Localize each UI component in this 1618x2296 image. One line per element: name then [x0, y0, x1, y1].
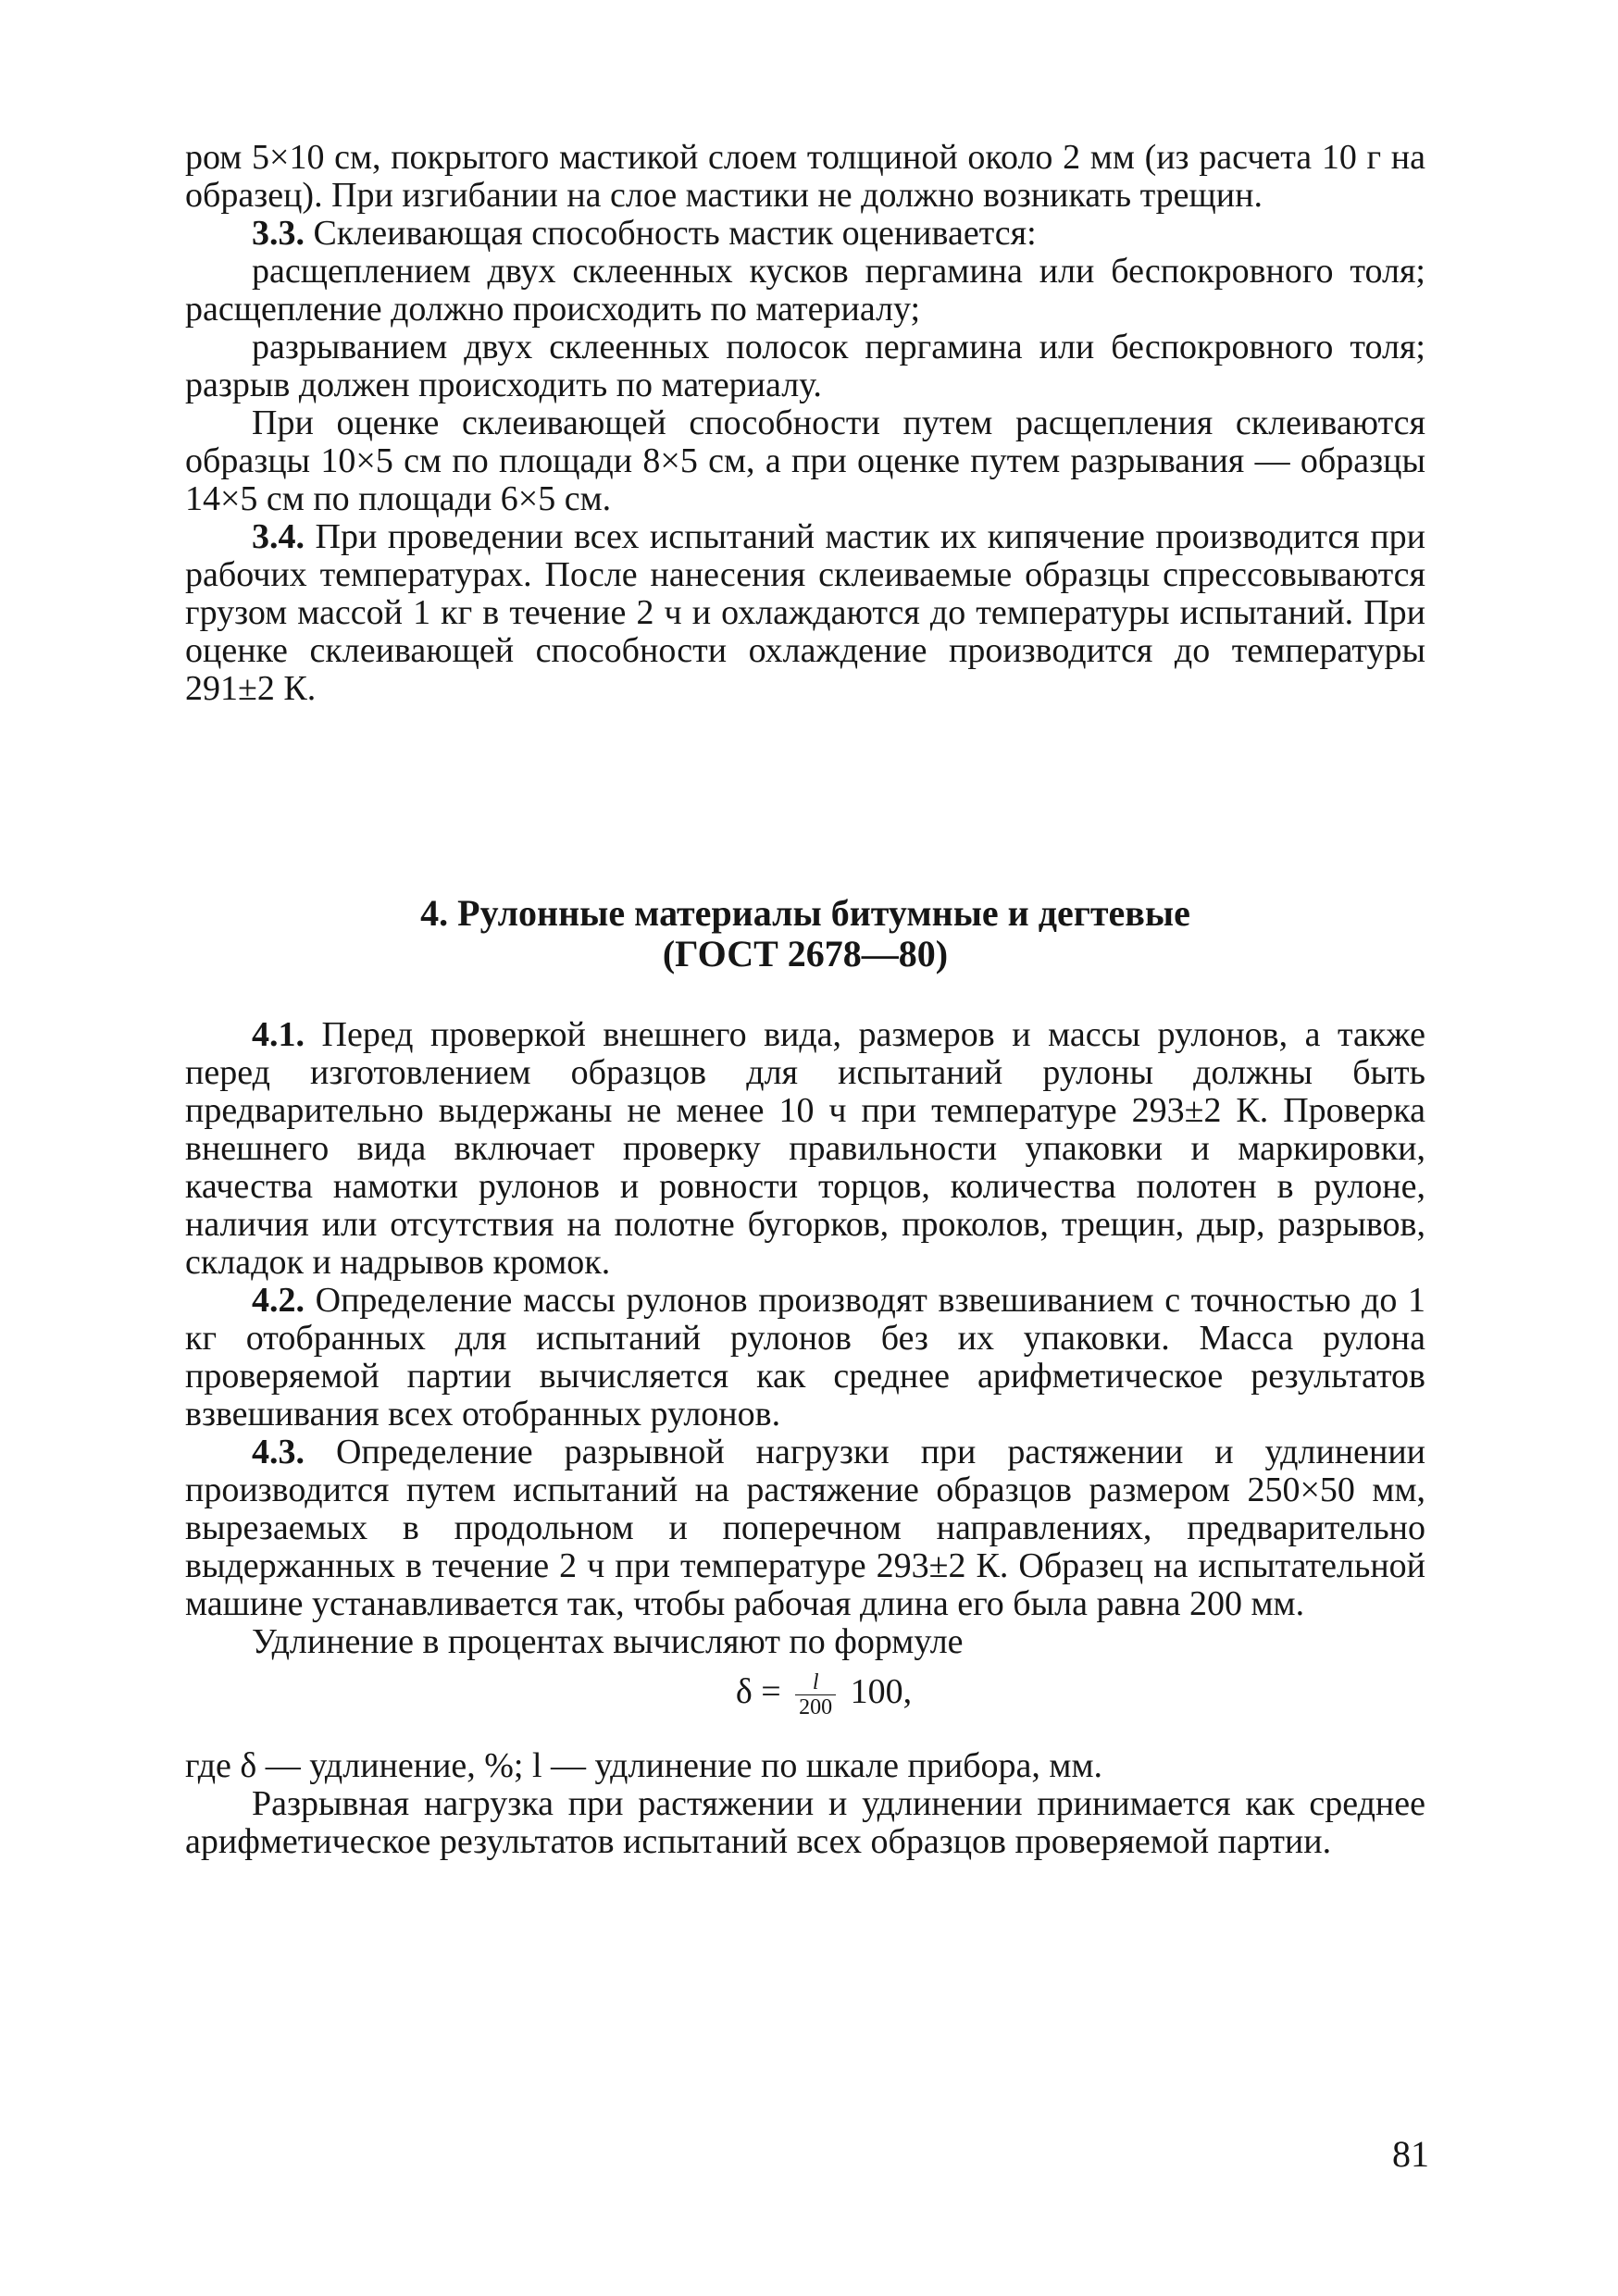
paragraph-breaking-load: Разрывная нагрузка при растяжении и удлинении принимается как среднее арифметическое результатов испытаний всех образцов проверяемой партии.: [185, 1784, 1425, 1861]
clause-text-4-2: Определение массы рулонов производят взвешиванием с точностью до 1 кг отобранных для испытаний рулонов без их упаковки. Масса рулона проверяемой партии вычисляется как среднее арифметическое результатов взвешивания всех отобранных рулонов.: [185, 1281, 1425, 1433]
paragraph-formula-legend: где δ — удлинение, %; l — удлинение по шкале прибора, мм.: [185, 1746, 1103, 1785]
section-heading-line-1: 4. Рулонные материалы битумные и дегтевые: [420, 892, 1190, 934]
clause-number-4-3: 4.3.: [252, 1433, 305, 1471]
paragraph-formula-intro: Удлинение в процентах вычисляют по формуле: [252, 1622, 964, 1661]
paragraph-3-4: [185, 518, 1425, 708]
clause-text-4-1: Перед проверкой внешнего вида, размеров и массы рулонов, а также перед изготовлением образцов для испытаний рулоны должны быть предварительно выдержаны не менее 10 ч при температуре 293±2 К. Проверка внешнего вида включает проверку правильности упаковки и маркировки, качества намотки рулонов и ровности торцов, количества полотен в рулоне, наличия или отсутствия на полотне бугорков, проколов, трещин, дыр, разрывов, складок и надрывов кромок.: [185, 1015, 1425, 1282]
paragraph-tearing: разрыванием двух склеенных полосок пергамина или беспокровного толя; разрыв должен происходить по материалу.: [185, 328, 1425, 404]
clause-text-3-4: При проведении всех испытаний мастик их кипячение производится при рабочих температурах. После нанесения склеиваемые образцы спрессовываются грузом массой 1 кг в течение 2 ч и охлаждаются до температуры испытаний. При оценке склеивающей способности охлаждение производится до температуры 291±2 К.: [185, 517, 1425, 708]
section-heading-line-2: (ГОСТ 2678—80): [662, 933, 949, 974]
formula-denominator: 200: [799, 1695, 833, 1719]
top-text-block: [185, 139, 1425, 708]
page-number: 81: [1392, 2133, 1429, 2175]
paragraph-4-1: [185, 1016, 1425, 1282]
elongation-formula: [185, 1670, 1425, 1719]
section-text-block: [185, 1016, 1425, 1861]
formula-fraction: [795, 1670, 836, 1719]
section-heading: [185, 893, 1425, 974]
paragraph-3-3: [185, 215, 1425, 253]
clause-number-3-4: 3.4.: [252, 517, 305, 556]
clause-text-3-3: Склеивающая способность мастик оценивается:: [305, 214, 1037, 253]
paragraph-continuation: ром 5×10 см, покрытого мастикой слоем толщиной около 2 мм (из расчета 10 г на образец). При изгибании на слое мастики не должно возникать трещин.: [185, 138, 1425, 215]
clause-number-4-2: 4.2.: [252, 1281, 305, 1320]
formula-numerator: l: [795, 1670, 836, 1695]
clause-number-4-1: 4.1.: [252, 1015, 305, 1054]
paragraph-splitting: расщеплением двух склеенных кусков пергамина или беспокровного толя; расщепление должно происходить по материалу;: [185, 252, 1425, 329]
clause-number-3-3: 3.3.: [252, 214, 305, 253]
clause-text-4-3: Определение разрывной нагрузки при растяжении и удлинении производится путем испытаний на растяжение образцов размером 250×50 мм, вырезаемых в продольном и поперечном направлениях, предварительно выдержанных в течение 2 ч при температуре 293±2 К. Образец на испытательной машине устанавливается так, чтобы рабочая длина его была равна 200 мм.: [185, 1433, 1425, 1623]
paragraph-4-2: [185, 1282, 1425, 1433]
paragraph-sample-sizes: При оценке склеивающей способности путем расщепления склеиваются образцы 10×5 см по площади 8×5 см, а при оценке путем разрывания — образцы 14×5 см по площади 6×5 см.: [185, 403, 1425, 518]
paragraph-4-3: [185, 1433, 1425, 1623]
formula-lhs: δ =: [735, 1672, 781, 1712]
formula-rhs: 100,: [850, 1672, 913, 1712]
